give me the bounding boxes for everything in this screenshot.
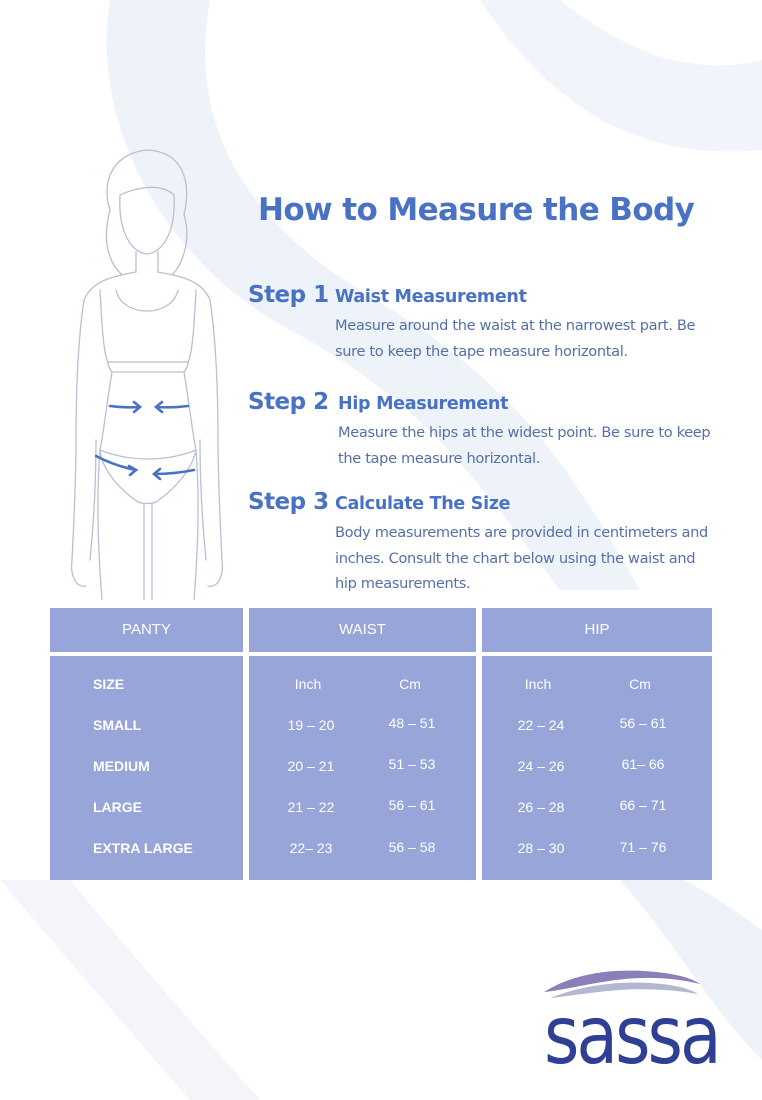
size-chart-table <box>50 608 712 880</box>
step-number: Step 1 <box>248 282 329 308</box>
sassa-logo <box>536 958 719 1084</box>
hip-cm-value: 56 – 61 <box>619 715 667 731</box>
waist-cm-value: 51 – 53 <box>388 756 436 772</box>
measure-arrow-icon <box>96 402 194 479</box>
step-description: Measure the hips at the widest point. Be sure to keep the tape measure horizontal. <box>338 424 711 467</box>
header-panty: PANTY <box>50 608 243 652</box>
unit-waist-inch: Inch <box>294 676 322 692</box>
step-calculate <box>248 489 718 599</box>
hip-inch-value: 26 – 28 <box>517 799 565 815</box>
waist-inch-value: 21 – 22 <box>287 799 335 815</box>
step-title: Calculate The Size <box>335 494 511 514</box>
page-title: How to Measure the Body <box>258 192 695 228</box>
body-outline-icon <box>60 140 235 600</box>
hip-cm-value: 66 – 71 <box>619 797 667 813</box>
hip-cm-value: 71 – 76 <box>619 839 667 855</box>
unit-hip-inch: Inch <box>524 676 552 692</box>
unit-waist-cm: Cm <box>399 676 421 692</box>
step-title: Waist Measurement <box>335 287 527 307</box>
waist-inch-value: 19 – 20 <box>287 717 335 733</box>
step-number: Step 2 <box>248 389 329 415</box>
hip-inch-value: 22 – 24 <box>517 717 565 733</box>
table-row-size: MEDIUM <box>93 758 150 774</box>
table-row-size: EXTRA LARGE <box>93 840 193 856</box>
waist-inch-value: 22– 23 <box>289 840 333 856</box>
hip-inch-value: 28 – 30 <box>517 840 565 856</box>
waist-cm-value: 48 – 51 <box>388 715 436 731</box>
step-description: Measure around the waist at the narrowest part. Be sure to keep the tape measure horizontal. <box>335 317 696 360</box>
hip-cm-value: 61– 66 <box>621 756 665 772</box>
step-hip <box>248 389 718 499</box>
header-hip: HIP <box>482 608 712 652</box>
waist-cm-value: 56 – 58 <box>388 839 436 855</box>
step-number: Step 3 <box>248 489 329 515</box>
size-label: SIZE <box>93 676 125 692</box>
step-title: Hip Measurement <box>338 394 509 414</box>
waist-cm-value: 56 – 61 <box>388 797 436 813</box>
waist-inch-value: 20 – 21 <box>287 758 335 774</box>
header-waist: WAIST <box>249 608 476 652</box>
step-description: Body measurements are provided in centimeters and inches. Consult the chart below using the waist and hip measurements. <box>335 524 708 592</box>
step-waist <box>248 282 718 392</box>
brand-name: sassa <box>544 990 719 1084</box>
table-row-size: LARGE <box>93 799 142 815</box>
unit-hip-cm: Cm <box>629 676 651 692</box>
table-row-size: SMALL <box>93 717 142 733</box>
hip-inch-value: 24 – 26 <box>517 758 565 774</box>
